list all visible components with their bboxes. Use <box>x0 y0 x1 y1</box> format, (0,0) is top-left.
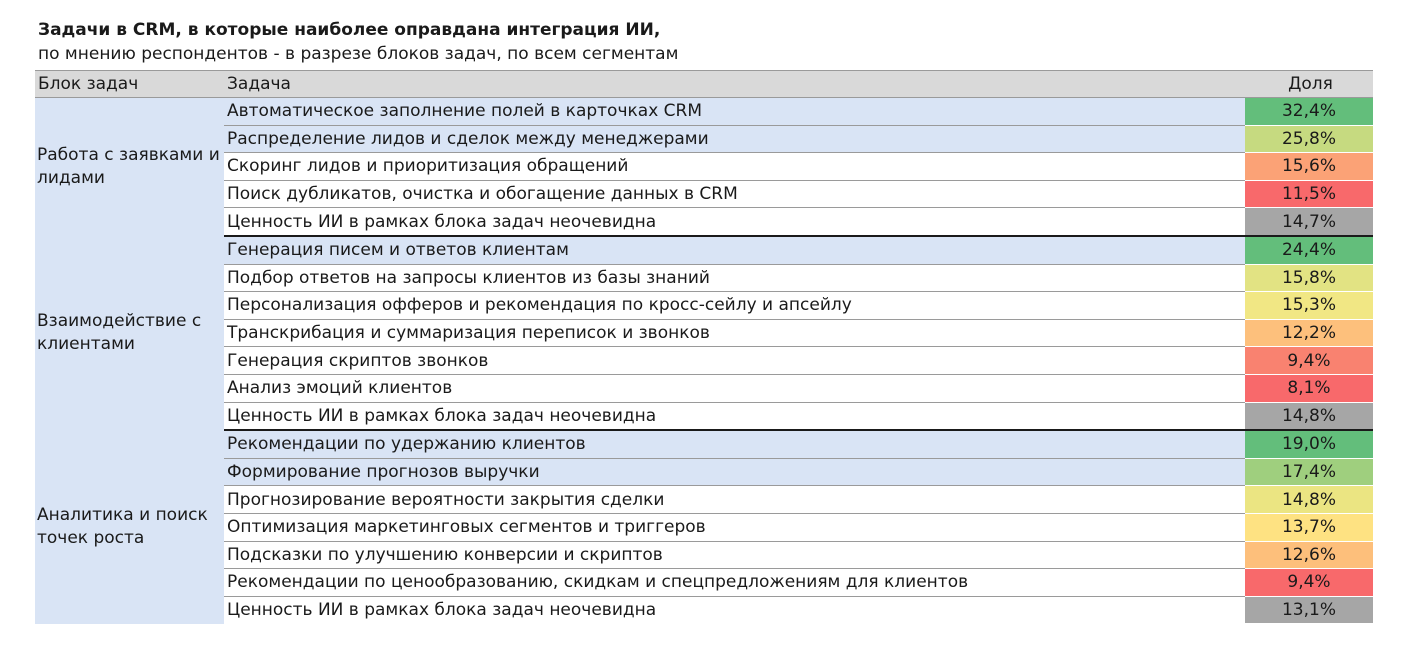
share-value: 14,7% <box>1245 208 1373 236</box>
table-row <box>35 374 1373 402</box>
task-label: Ценность ИИ в рамках блока задач неочевидна <box>224 208 1245 236</box>
table-row <box>35 319 1373 347</box>
share-value: 24,4% <box>1245 236 1373 264</box>
share-value: 32,4% <box>1245 98 1373 126</box>
task-label: Подбор ответов на запросы клиентов из базы знаний <box>224 264 1245 292</box>
task-label: Подсказки по улучшению конверсии и скриптов <box>224 541 1245 569</box>
block-label: Аналитика и поиск точек роста <box>35 430 224 624</box>
share-value: 9,4% <box>1245 347 1373 375</box>
table-row <box>35 180 1373 208</box>
task-label: Анализ эмоций клиентов <box>224 374 1245 402</box>
table-row <box>35 292 1373 320</box>
task-label: Рекомендации по ценообразованию, скидкам и спецпредложениям для клиентов <box>224 569 1245 597</box>
share-value: 11,5% <box>1245 180 1373 208</box>
ai-tasks-table <box>35 70 1373 624</box>
share-value: 25,8% <box>1245 125 1373 153</box>
table-row <box>35 430 1373 458</box>
block-label: Работа с заявками и лидами <box>35 98 224 236</box>
task-label: Поиск дубликатов, очистка и обогащение данных в CRM <box>224 180 1245 208</box>
share-value: 19,0% <box>1245 430 1373 458</box>
share-value: 12,6% <box>1245 541 1373 569</box>
share-value: 14,8% <box>1245 486 1373 514</box>
task-label: Транскрибация и суммаризация переписок и звонков <box>224 319 1245 347</box>
report-title: Задачи в CRM, в которые наиболее оправдана интеграция ИИ, <box>38 20 661 40</box>
table-row <box>35 98 1373 126</box>
share-value: 15,3% <box>1245 292 1373 320</box>
report-header <box>38 18 1378 66</box>
task-label: Оптимизация маркетинговых сегментов и триггеров <box>224 513 1245 541</box>
table-row <box>35 596 1373 624</box>
share-value: 17,4% <box>1245 458 1373 486</box>
table-row <box>35 486 1373 514</box>
share-value: 15,6% <box>1245 153 1373 181</box>
task-label: Ценность ИИ в рамках блока задач неочевидна <box>227 600 657 621</box>
table-header-row <box>35 71 1373 98</box>
task-label: Распределение лидов и сделок между менеджерами <box>224 125 1245 153</box>
share-value: 9,4% <box>1245 569 1373 597</box>
share-value: 13,1% <box>1245 596 1373 624</box>
share-value: 15,8% <box>1245 264 1373 292</box>
task-label: Прогнозирование вероятности закрытия сделки <box>224 486 1245 514</box>
column-header-share: Доля <box>1245 71 1373 98</box>
task-label: Рекомендации по удержанию клиентов <box>224 430 1245 458</box>
share-value: 12,2% <box>1245 319 1373 347</box>
table-row <box>35 347 1373 375</box>
column-header-block: Блок задач <box>35 71 224 98</box>
table-row <box>35 153 1373 181</box>
share-value: 14,8% <box>1245 402 1373 430</box>
task-label: Генерация скриптов звонков <box>224 347 1245 375</box>
share-value: 13,7% <box>1245 513 1373 541</box>
table-row <box>35 208 1373 236</box>
block-label: Взаимодействие с клиентами <box>35 236 224 430</box>
table-row <box>35 264 1373 292</box>
table-row <box>35 458 1373 486</box>
table-row <box>35 541 1373 569</box>
column-header-task: Задача <box>224 71 1245 98</box>
task-label: Персонализация офферов и рекомендация по кросс-сейлу и апсейлу <box>224 292 1245 320</box>
table-row <box>35 236 1373 264</box>
task-label: Формирование прогнозов выручки <box>224 458 1245 486</box>
task-label: Скоринг лидов и приоритизация обращений <box>224 153 1245 181</box>
report-subtitle: по мнению респондентов - в разрезе блоков задач, по всем сегментам <box>38 44 679 64</box>
task-label: Генерация писем и ответов клиентам <box>224 236 1245 264</box>
table-body <box>35 98 1373 624</box>
table-row <box>35 569 1373 597</box>
task-label: Автоматическое заполнение полей в карточках CRM <box>224 98 1245 126</box>
share-value: 8,1% <box>1245 374 1373 402</box>
table-row <box>35 125 1373 153</box>
table-row <box>35 513 1373 541</box>
task-label: Ценность ИИ в рамках блока задач неочевидна <box>224 402 1245 430</box>
table-row <box>35 402 1373 430</box>
